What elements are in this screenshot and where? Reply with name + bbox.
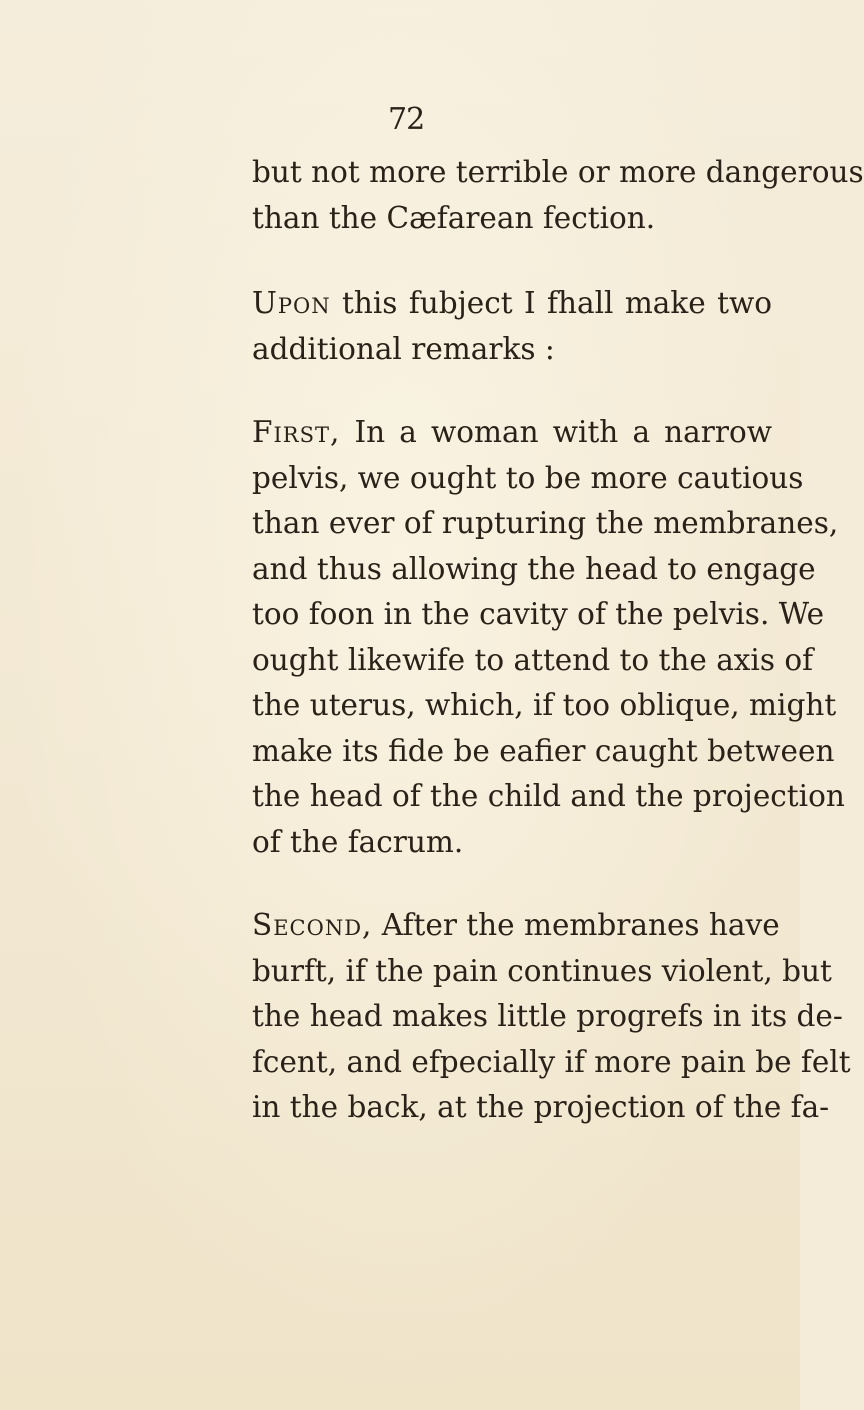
text-line: ought likewife to attend to the axis of (252, 642, 814, 677)
text-line: of the facrum. (252, 824, 464, 859)
text-line: the head makes little progrefs in its de- (252, 999, 843, 1033)
page-number: 72 (388, 102, 425, 137)
text-line: pelvis, we ought to be more cautious (252, 460, 804, 495)
paragraph-1 (252, 150, 864, 241)
text-line: in the back, at the projection of the fa- (252, 1090, 830, 1124)
paragraph-3 (252, 410, 845, 865)
text-line: but not more terrible or more dangerous (252, 155, 864, 189)
text-line (252, 410, 772, 456)
text-line: additional remarks : (252, 331, 555, 366)
paragraph-lead: Upon (252, 286, 331, 320)
text-line: than ever of rupturing the membranes, (252, 506, 839, 540)
text-run: After the membranes have (372, 908, 780, 942)
text-line: than the Cæfarean fection. (252, 200, 656, 235)
text-run: In a woman with a narrow (340, 415, 772, 449)
text-line (252, 281, 772, 327)
paragraph-4 (252, 903, 851, 1131)
text-line: the uterus, which, if too oblique, might (252, 688, 837, 722)
text-run: this fubject I fhall make two (330, 286, 772, 320)
paragraph-lead: Second, (252, 908, 373, 942)
text-line: and thus allowing the head to engage (252, 551, 816, 586)
text-line: the head of the child and the projection (252, 779, 845, 813)
body-text (252, 150, 864, 1169)
paragraph-lead: First, (252, 415, 341, 449)
text-line: too foon in the cavity of the pelvis. We (252, 597, 825, 631)
text-line (252, 903, 780, 949)
paragraph-2 (252, 281, 772, 372)
text-line: burft, if the pain continues violent, but (252, 953, 832, 988)
text-line: fcent, and efpecially if more pain be felt (252, 1044, 851, 1079)
text-line: make its fide be eafier caught between (252, 733, 835, 768)
